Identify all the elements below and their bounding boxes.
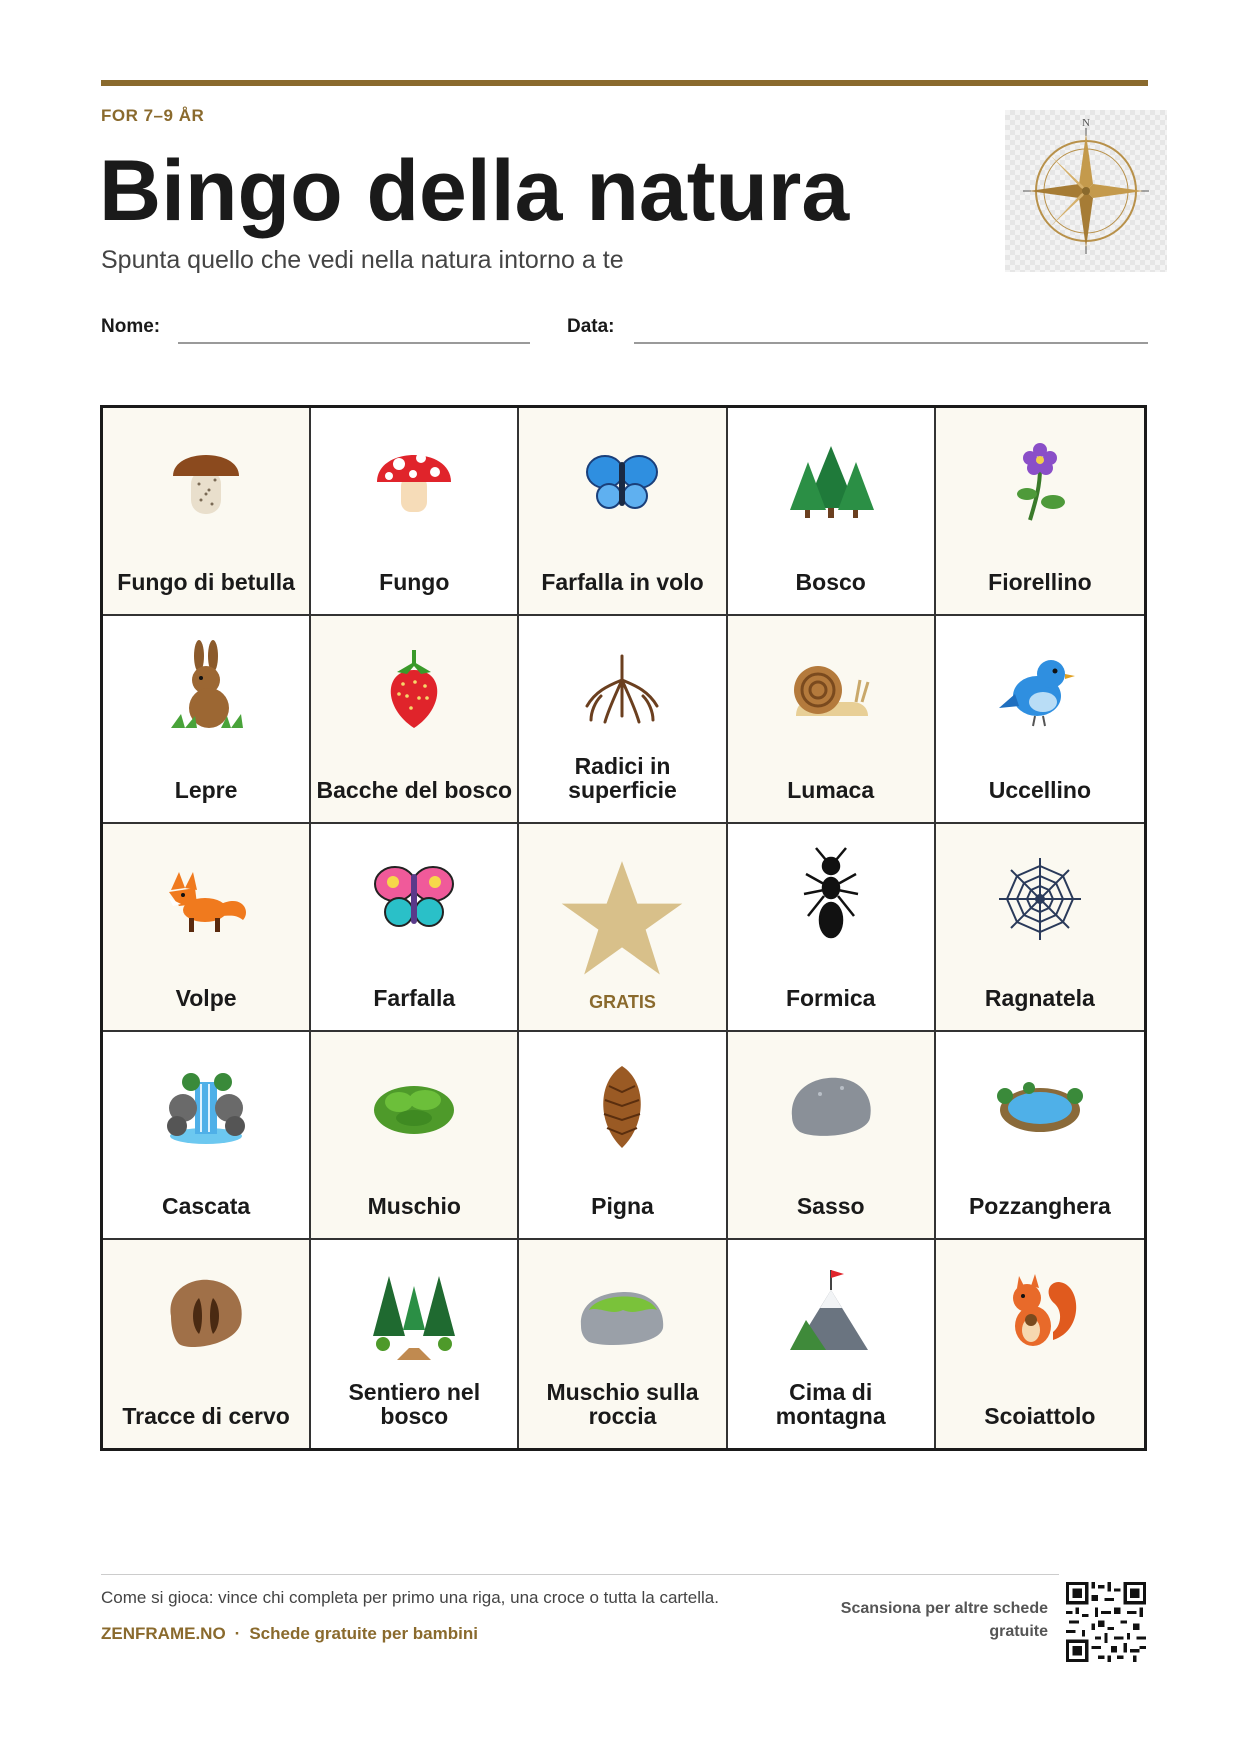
brand-tagline: Schede gratuite per bambini <box>249 1624 478 1643</box>
compass-rose-icon <box>1005 110 1167 272</box>
bingo-cell[interactable] <box>103 1032 311 1240</box>
cell-label: Muschio sulla roccia <box>546 1379 699 1429</box>
bingo-cell[interactable] <box>311 1032 519 1240</box>
cell-label: Muschio <box>367 1193 461 1219</box>
forest-trees-icon <box>776 428 886 538</box>
squirrel-icon <box>985 1260 1095 1370</box>
date-field[interactable] <box>634 342 1148 344</box>
cell-label: Cima di montagna <box>775 1379 886 1429</box>
bingo-cell[interactable] <box>311 1240 519 1448</box>
age-tag: FOR 7–9 ÅR <box>101 106 205 125</box>
red-mushroom-icon <box>359 428 469 538</box>
cell-label: Sentiero nel bosco <box>348 1379 481 1429</box>
colorful-butterfly-icon <box>359 844 469 954</box>
cell-label: Farfalla <box>373 985 456 1011</box>
deer-tracks-icon <box>151 1260 261 1370</box>
cell-label: Pigna <box>591 1193 654 1219</box>
cell-label: Ragnatela <box>984 985 1095 1011</box>
qr-code-icon[interactable] <box>1066 1582 1146 1662</box>
violet-flower-icon <box>985 428 1095 538</box>
bingo-cell[interactable] <box>103 616 311 824</box>
how-to-play-text: Come si gioca: vince chi completa per primo una riga, una croce o tutta la cartella. <box>101 1588 719 1607</box>
strawberry-icon <box>359 636 469 746</box>
bingo-cell[interactable] <box>728 1032 936 1240</box>
top-accent-bar <box>101 80 1148 86</box>
bingo-cell[interactable] <box>728 616 936 824</box>
mountain-peak-icon <box>776 1260 886 1370</box>
bingo-cell[interactable] <box>519 616 727 824</box>
cell-label: Pozzanghera <box>968 1193 1111 1219</box>
cell-label: Cascata <box>161 1193 251 1219</box>
snail-icon <box>776 636 886 746</box>
tree-roots-icon <box>567 636 677 746</box>
free-label: GRATIS <box>589 992 656 1012</box>
waterfall-icon <box>151 1052 261 1162</box>
bingo-cell[interactable] <box>519 1240 727 1448</box>
birch-bolete-mushroom-icon <box>151 428 261 538</box>
spider-web-icon <box>985 844 1095 954</box>
stone-icon <box>776 1052 886 1162</box>
compass-north-letter: N <box>1082 117 1090 129</box>
pine-cone-icon <box>567 1052 677 1162</box>
brand-link[interactable]: ZENFRAME.NO <box>101 1624 226 1643</box>
star-icon <box>557 854 687 984</box>
cell-label: Sasso <box>796 1193 865 1219</box>
scan-text: Scansiona per altre schede gratuite <box>840 1600 1048 1640</box>
bingo-grid <box>100 405 1147 1451</box>
cell-label: Fungo di betulla <box>117 569 295 595</box>
page-subtitle: Spunta quello che vedi nella natura intorno a te <box>101 246 624 274</box>
cell-label: Lumaca <box>787 777 875 803</box>
free-cell[interactable] <box>519 824 727 1032</box>
cell-label: Volpe <box>175 985 237 1011</box>
footer-divider <box>101 1574 1059 1575</box>
bingo-cell[interactable] <box>728 408 936 616</box>
bingo-cell[interactable] <box>936 616 1144 824</box>
bingo-cell[interactable] <box>936 1240 1144 1448</box>
cell-label: Tracce di cervo <box>122 1403 290 1429</box>
name-field[interactable] <box>178 342 530 344</box>
cell-label: Bosco <box>795 569 866 595</box>
bingo-cell[interactable] <box>519 1032 727 1240</box>
blue-butterfly-icon <box>567 428 677 538</box>
hare-icon <box>151 636 261 746</box>
bingo-cell[interactable] <box>728 824 936 1032</box>
cell-label: Scoiattolo <box>984 1403 1096 1429</box>
brand-separator: · <box>234 1624 241 1643</box>
bingo-cell[interactable] <box>311 408 519 616</box>
name-label: Nome: <box>101 316 161 337</box>
cell-label: Fungo <box>379 569 450 595</box>
bingo-cell[interactable] <box>519 408 727 616</box>
bingo-cell[interactable] <box>936 824 1144 1032</box>
blue-bird-icon <box>985 636 1095 746</box>
puddle-icon <box>985 1052 1095 1162</box>
bingo-cell[interactable] <box>936 1032 1144 1240</box>
cell-label: Uccellino <box>988 777 1092 803</box>
bingo-cell[interactable] <box>728 1240 936 1448</box>
ant-icon <box>776 844 886 954</box>
page-title: Bingo della natura <box>99 143 850 239</box>
bingo-cell[interactable] <box>311 824 519 1032</box>
cell-label: Fiorellino <box>988 569 1092 595</box>
bingo-cell[interactable] <box>311 616 519 824</box>
bingo-cell[interactable] <box>103 824 311 1032</box>
cell-label: Radici in superficie <box>568 753 677 803</box>
forest-path-icon <box>359 1260 469 1370</box>
mossy-rock-icon <box>567 1260 677 1370</box>
footer-brand <box>101 1624 478 1644</box>
fox-icon <box>151 844 261 954</box>
cell-label: Bacche del bosco <box>316 777 513 803</box>
bingo-cell[interactable] <box>103 1240 311 1448</box>
bingo-cell[interactable] <box>103 408 311 616</box>
cell-label: Lepre <box>174 777 238 803</box>
moss-icon <box>359 1052 469 1162</box>
cell-label: Farfalla in volo <box>541 569 704 595</box>
bingo-cell[interactable] <box>936 408 1144 616</box>
date-label: Data: <box>567 316 615 337</box>
cell-label: Formica <box>785 985 876 1011</box>
